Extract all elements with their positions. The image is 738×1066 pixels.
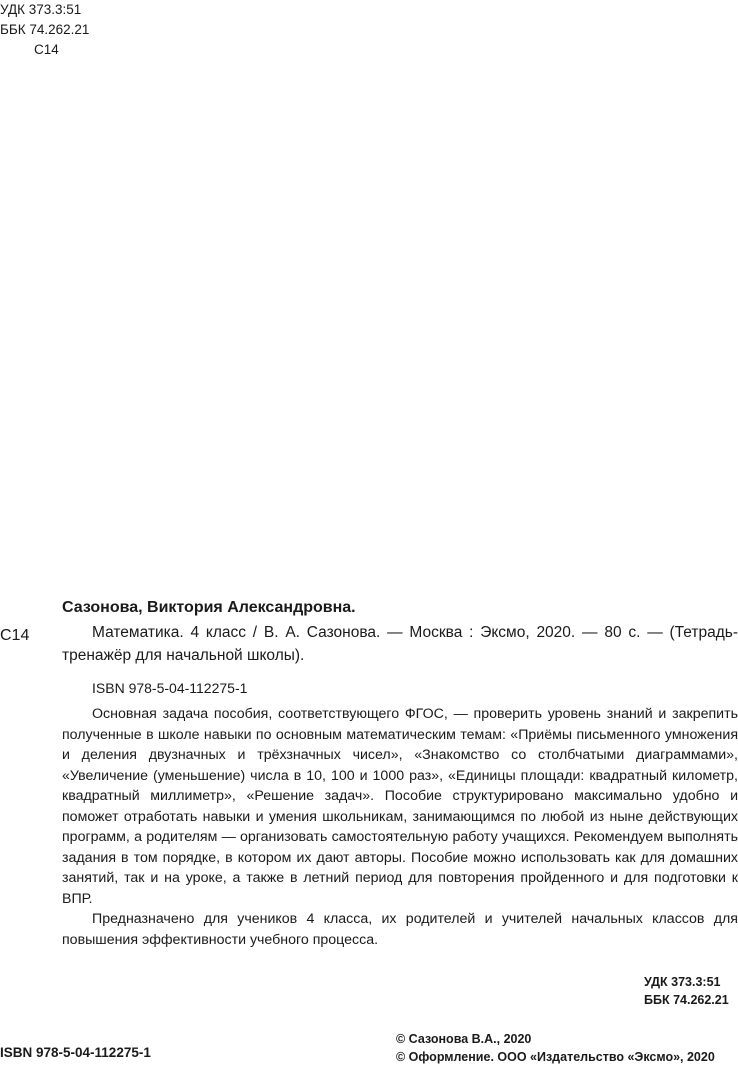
bbk-code-bottom: ББК 74.262.21: [644, 993, 729, 1007]
copyright-block: [396, 1030, 715, 1066]
author-name: Сазонова, Виктория Александровна.: [62, 599, 356, 616]
annotation: [62, 704, 738, 950]
classification-codes: [644, 973, 738, 1009]
author-mark-code: С14: [34, 42, 59, 57]
annotation-paragraph: Основная задача пособия, соответствующего ФГОС, — проверить уровень знаний и закрепить полученные в школе навыки по основным математическим темам: «Приёмы письменного умножения и деления двузначных и трёхзначных чисел», «Знакомство со столбчатыми диаграммами», «Увеличение (уменьшение) числа в 10, 100 и 1000 раз», «Единицы площади: квадратный километр, квадратный миллиметр», «Решение задач». Пособие структурировано максимально удобно и поможет отработать навыки и умения школьникам, занимающимся по любой из ныне действующих программ, а родителям — организовать самостоятельную работу учащихся. Рекомендуем выполнять задания в том порядке, в котором их дают авторы. Пособие можно использовать как для домашних занятий, так и на уроке, а также в летний период для повторения пройденного и для подготовки к ВПР.: [62, 706, 738, 907]
bbk-code: ББК 74.262.21: [0, 22, 90, 37]
copyright-design: © Оформление. ООО «Издательство «Эксмо», 2020: [396, 1050, 715, 1064]
author-mark: С14: [0, 627, 30, 644]
udk-code-bottom: УДК 373.3:51: [644, 975, 721, 989]
copyright-author: © Сазонова В.А., 2020: [396, 1032, 532, 1046]
bibliographic-description: Математика. 4 класс / В. А. Сазонова. — Москва : Эксмо, 2020. — 80 с. — (Тетрадь-тренажёр для начальной школы).: [62, 624, 738, 664]
header-classification-codes: [0, 0, 89, 60]
annotation-paragraph: Предназначено для учеников 4 класса, их родителей и учителей начальных классов для повышения эффективности учебного процесса.: [62, 911, 738, 948]
isbn-footer: ISBN 978-5-04-112275-1: [0, 1045, 151, 1060]
isbn-line: ISBN 978-5-04-112275-1: [92, 680, 248, 696]
udk-code: УДК 373.3:51: [0, 2, 82, 17]
